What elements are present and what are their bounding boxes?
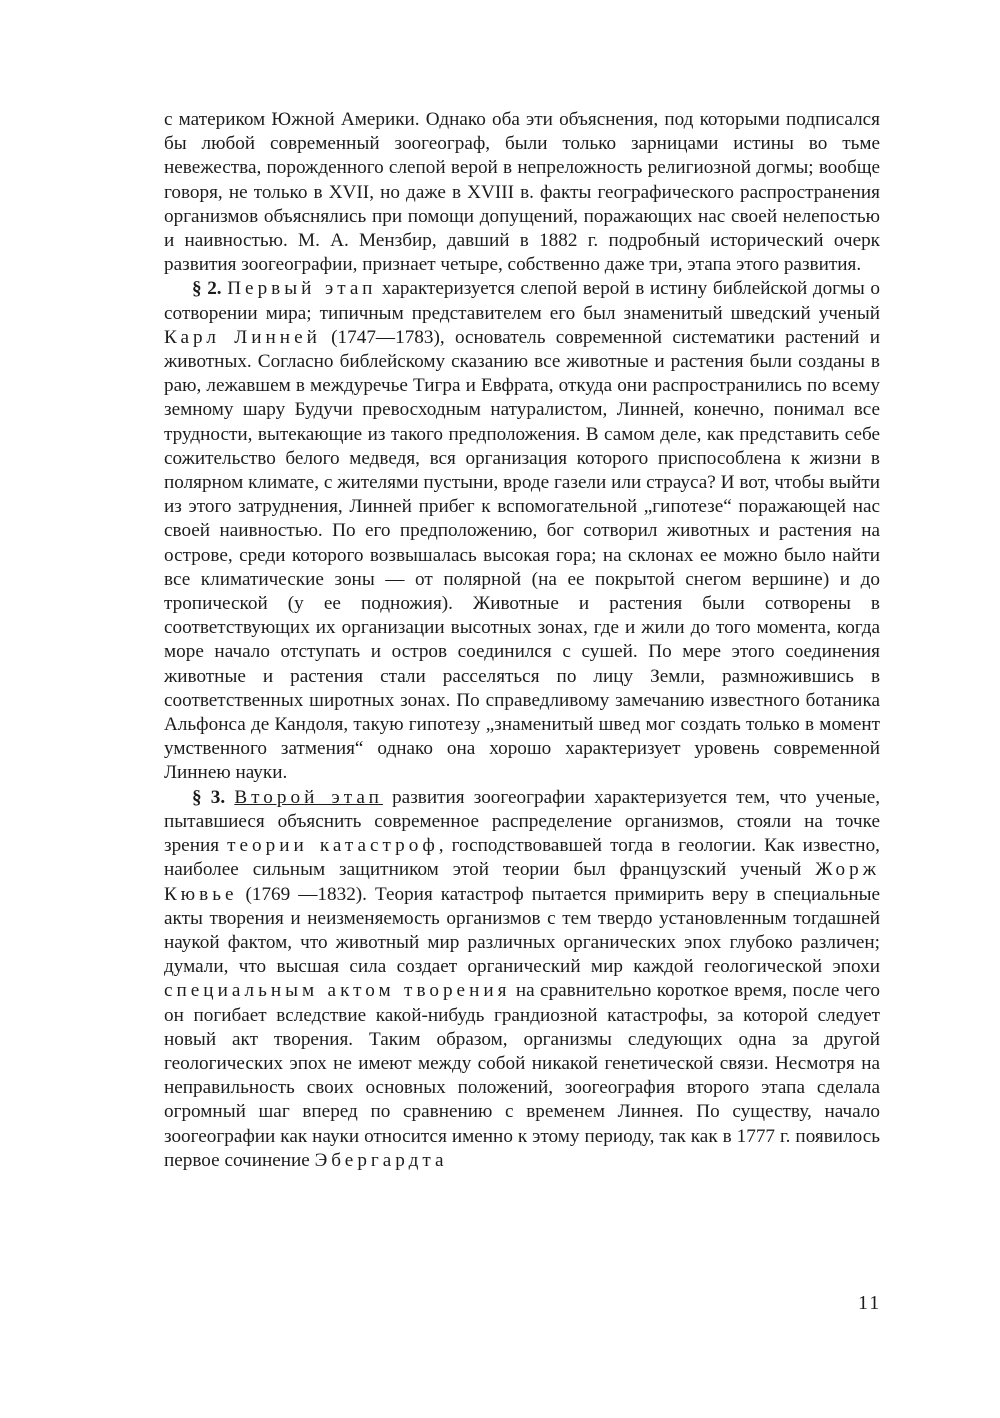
person-name-linnaeus: Карл Линней <box>164 326 321 348</box>
paragraph-text: характеризуется слепой верой в истину библейской догмы о сотворении мира; типичным представителем его был знаменитый шведский ученый <box>164 278 881 324</box>
section-mark-3: § 3. <box>192 786 226 808</box>
body-text <box>164 108 880 1173</box>
paragraph-text: развития зоогеографии характеризуется тем, что ученые, пытавшиеся объяснить современное распределение организмов, стояли на точке зрения <box>164 786 881 857</box>
paragraph-text: (1769 —1832). Теория катастроф пытается примирить веру в специальные акты творения и неизменяемость организмов с тем твердо установленным тогдашней наукой фактом, что животный мир различных органических эпох глубоко различен; думали, что высшая сила создает органический мир каждой геологической эпохи <box>164 883 880 978</box>
section-heading-second-stage: Второй этап <box>234 786 383 808</box>
section-heading-first-stage: Первый этап <box>227 278 377 300</box>
term-special-creation: специальным актом творения <box>164 980 511 1002</box>
person-name-cuvier: Жорж Кювье <box>164 859 880 905</box>
person-name-eberhardt: Эбергардта <box>314 1149 448 1171</box>
paragraph-text: (1747—1783), основатель современной систематики растений и животных. Согласно библейскому сказанию все животные и растения были созданы в раю, лежавшем в междуречье Тигра и Евфрата, откуда они распространились по всему земному шару Будучи превосходным натуралистом, Линней, конечно, понимал все трудности, вытекающие из такого предположения. В самом деле, как представить себе сожительство белого медведя, вся организация которого приспособлена к жизни в полярном климате, с жителями пустыни, вроде газели или страуса? И вот, чтобы выйти из этого затруднения, Линней прибег к вспомогательной „гипотезе“ поражающей нас своей наивностью. По его предположению, бог сотворил животных и растения на острове, среди которого возвышалась высокая гора; на склонах ее можно было найти все климатические зоны — от полярной (на ее покрытой снегом вершине) и до тропической (у ее подножия). Животные и растения были сотворены в соответствующих их организации высотных зонах, где и жили до того момента, когда море начало отступать и остров соединился с сушей. По мере этого соединения животные и растения стали расселяться по лицу Земли, размножившись в соответственных широтных зонах. По справедливому замечанию известного ботаника Альфонса де Кандоля, такую гипотезу „знаменитый швед мог создать только в момент умственного затмения“ однако она хорошо характеризует уровень современной Линнею науки. <box>164 326 880 784</box>
section-mark-2: § 2. <box>192 278 222 300</box>
paragraph-text: , господствовавшей тогда в геологии. Как известно, наиболее сильным защитником этой теории был французский ученый <box>164 835 880 881</box>
paragraph-section-3 <box>164 786 880 1173</box>
page-number: 11 <box>858 1292 882 1314</box>
term-catastrophe-theory: теории катастроф <box>227 835 439 857</box>
paragraph-continuation: с материком Южной Америки. Однако оба эти объяснения, под которыми подписался бы любой современный зоогеограф, были только зарницами истины во тьме невежества, порожденного слепой верой в непреложность религиозной догмы; вообще говоря, не только в XVII, но даже в XVIII в. факты географического распространения организмов объяснялись при помощи допущений, поражающих нас своей нелепостью и наивностью. М. А. Мензбир, давший в 1882 г. подробный исторический очерк развития зоогеографии, признает четыре, собственно даже три, этапа этого развития. <box>164 109 880 276</box>
paragraph-section-2 <box>164 277 880 785</box>
paragraph-text: на сравнительно короткое время, после чего он погибает вследствие какой-нибудь грандиозной катастрофы, за которой следует новый акт творения. Таким образом, организмы следующих одна за другой геологических эпох не имеют между собой никакой генетической связи. Несмотря на неправильность своих основных положений, зоогеография второго этапа сделала огромный шаг вперед по сравнению с временем Линнея. По существу, начало зоогеографии как науки относится именно к этому периоду, так как в 1777 г. появилось первое сочинение <box>164 980 880 1171</box>
